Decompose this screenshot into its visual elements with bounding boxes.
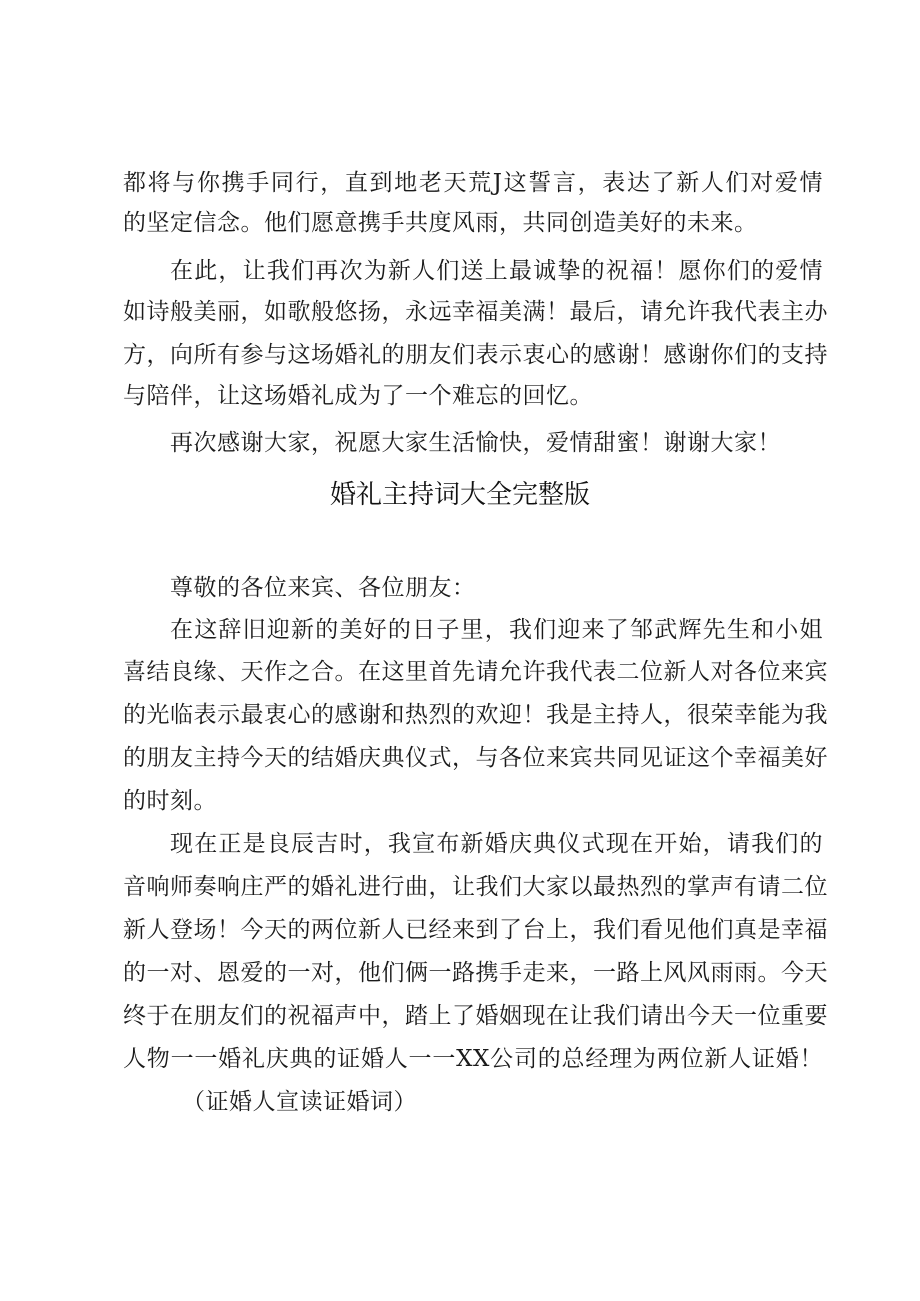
paragraph-line: 新人登场！今天的两位新人已经来到了台上，我们看见他们真是幸福 xyxy=(123,917,828,943)
paragraph-line: 的坚定信念。他们愿意携手共度风雨，共同创造美好的未来。 xyxy=(123,210,758,236)
paragraph-line: 喜结良缘、天作之合。在这里首先请允许我代表二位新人对各位来宾 xyxy=(123,659,828,685)
paragraph-line: 的一对、恩爱的一对，他们俩一路携手走来，一路上风风雨雨。今天 xyxy=(123,960,828,986)
paragraph-line: 如诗般美丽，如歌般悠扬，永远幸福美满！最后，请允许我代表主办 xyxy=(123,299,828,325)
paragraph-line: 再次感谢大家，祝愿大家生活愉快，爱情甜蜜！谢谢大家！ xyxy=(170,430,781,456)
paragraph-line: 在此，让我们再次为新人们送上最诚挚的祝福！愿你们的爱情 xyxy=(170,258,823,284)
paragraph-line: 都将与你携手同行，直到地老天荒J这誓言，表达了新人们对爱情 xyxy=(123,170,823,196)
paragraph-line: 方，向所有参与这场婚礼的朋友们表示衷心的感谢！感谢你们的支持 xyxy=(123,342,828,368)
salutation: 尊敬的各位来宾、各位朋友： xyxy=(170,575,476,601)
paragraph-line: 音响师奏响庄严的婚礼进行曲，让我们大家以最热烈的掌声有请二位 xyxy=(123,874,828,900)
paragraph-line: 的朋友主持今天的结婚庆典仪式，与各位来宾共同见证这个幸福美好 xyxy=(123,745,828,771)
paragraph-line: 的时刻。 xyxy=(123,788,217,814)
paragraph-line: 在这辞旧迎新的美好的日子里，我们迎来了邹武辉先生和小姐 xyxy=(170,617,823,643)
document-title: 婚礼主持词大全完整版 xyxy=(329,480,590,510)
paragraph-line: 现在正是良辰吉时，我宣布新婚庆典仪式现在开始，请我们的 xyxy=(170,831,823,857)
paragraph-line: 人物一一婚礼庆典的证婚人一一XX公司的总经理为两位新人证婚！ xyxy=(123,1046,823,1072)
paragraph-line: 的光临表示最衷心的感谢和热烈的欢迎！我是主持人，很荣幸能为我 xyxy=(123,702,828,728)
paragraph-line: 终于在朋友们的祝福声中，踏上了婚姻现在让我们请出今天一位重要 xyxy=(123,1003,828,1029)
stage-direction: （证婚人宣读证婚词） xyxy=(182,1089,417,1115)
paragraph-line: 与陪伴，让这场婚礼成为了一个难忘的回忆。 xyxy=(123,383,593,409)
